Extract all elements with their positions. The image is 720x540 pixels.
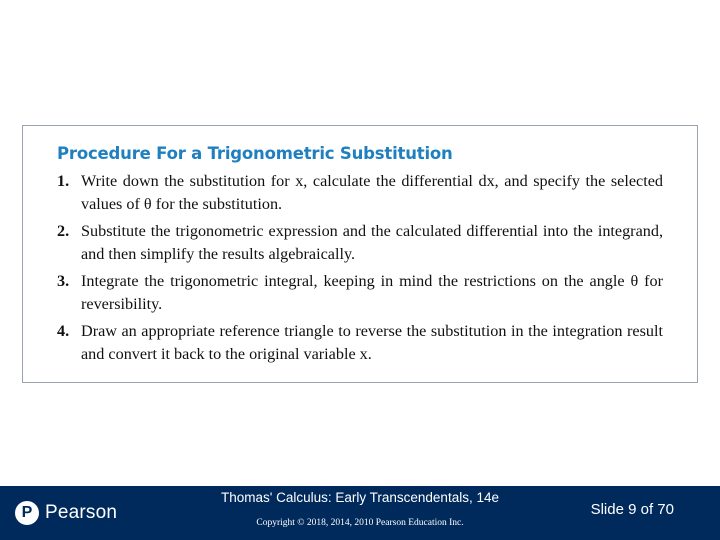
procedure-box xyxy=(22,125,698,383)
step-number: 4. xyxy=(57,322,70,340)
brand-name: Pearson xyxy=(45,502,118,523)
pearson-brand xyxy=(15,500,117,526)
slide-number: Slide 9 of 70 xyxy=(590,501,674,518)
step-text: Integrate the trigonometric integral, keeping in mind the restrictions on the angle θ for reversibility. xyxy=(81,272,663,313)
step-number: 2. xyxy=(57,222,70,240)
procedure-step xyxy=(57,170,663,216)
procedure-step xyxy=(57,270,663,316)
step-text: Write down the substitution for x, calculate the differential dx, and specify the selected values of θ for the substitution. xyxy=(81,172,663,213)
step-number: 3. xyxy=(57,272,70,290)
step-number: 1. xyxy=(57,172,70,190)
step-text: Substitute the trigonometric expression and the calculated differential into the integrand, and then simplify the results algebraically. xyxy=(81,222,663,263)
procedure-title: Procedure For a Trigonometric Substitution xyxy=(57,144,453,163)
slide-footer xyxy=(0,486,720,540)
book-title: Thomas' Calculus: Early Transcendentals, 14e xyxy=(221,490,499,505)
procedure-step xyxy=(57,220,663,266)
step-text: Draw an appropriate reference triangle to reverse the substitution in the integration result and convert it back to the original variable x. xyxy=(81,322,663,363)
pearson-logo-icon: P xyxy=(15,501,39,525)
copyright-notice: Copyright © 2018, 2014, 2010 Pearson Education Inc. xyxy=(256,518,464,528)
procedure-step xyxy=(57,320,663,366)
procedure-steps xyxy=(57,170,663,366)
